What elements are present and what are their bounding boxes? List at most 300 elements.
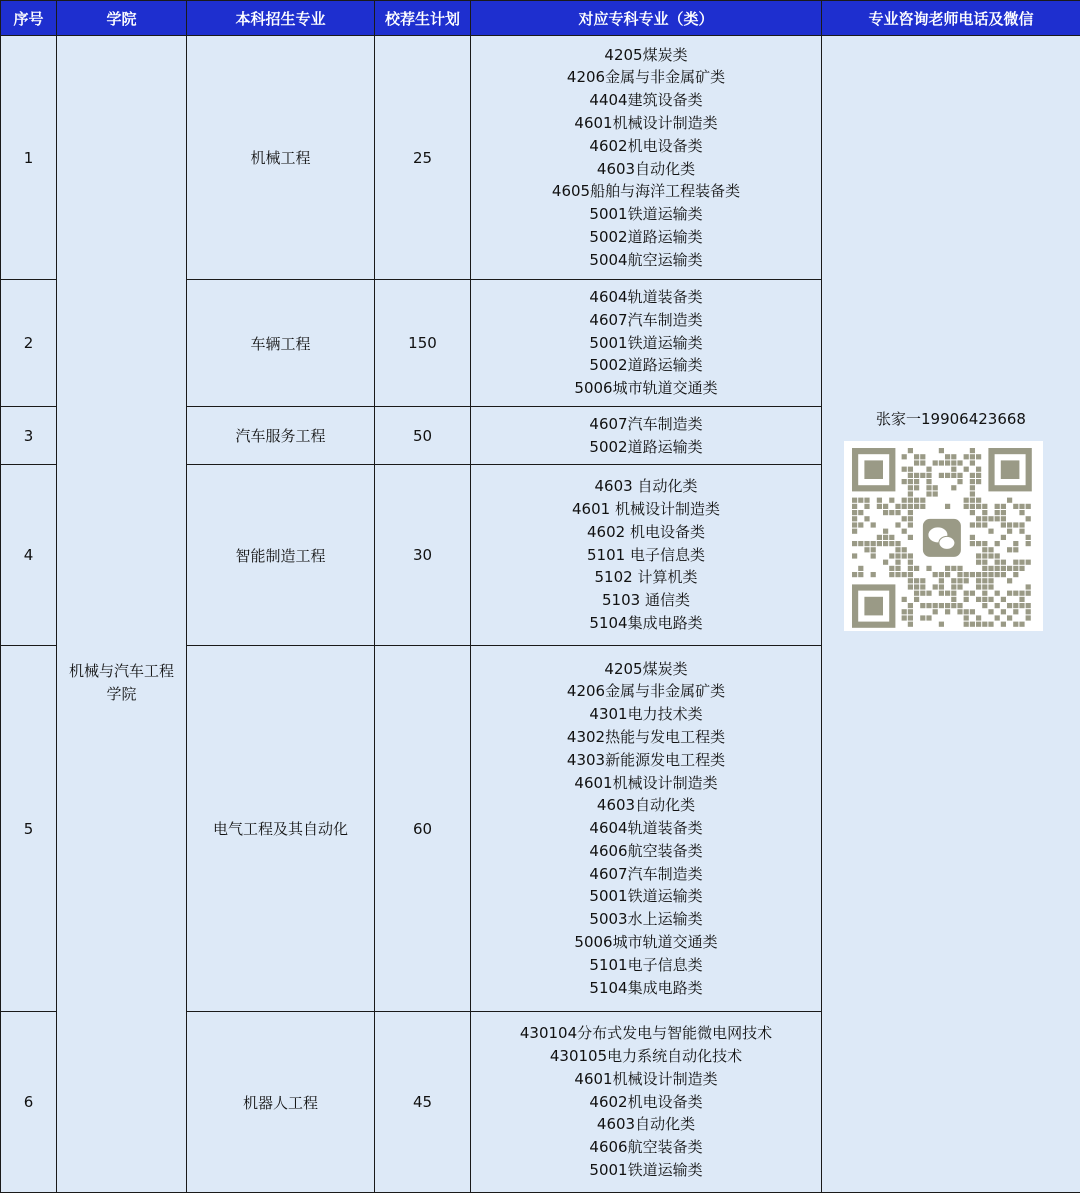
wechat-qr-code-icon xyxy=(844,441,1043,631)
qr-module xyxy=(982,591,987,596)
qr-module xyxy=(945,603,950,608)
qr-module xyxy=(1013,547,1018,552)
qr-module xyxy=(976,572,981,577)
qr-module xyxy=(976,541,981,546)
qr-module xyxy=(939,460,944,465)
qr-module xyxy=(914,597,919,602)
qr-module xyxy=(1026,541,1031,546)
qr-module xyxy=(951,591,956,596)
qr-module xyxy=(871,547,876,552)
vocational-code-item: 4206金属与非金属矿类 xyxy=(471,680,821,703)
qr-module xyxy=(920,578,925,583)
qr-module xyxy=(970,460,975,465)
qr-module xyxy=(883,560,888,565)
vocational-code-item: 5103 通信类 xyxy=(471,589,821,612)
qr-module xyxy=(976,578,981,583)
qr-module xyxy=(889,541,894,546)
qr-module xyxy=(908,473,913,478)
qr-module xyxy=(939,572,944,577)
qr-module xyxy=(852,553,857,558)
vocational-code-item: 4303新能源发电工程类 xyxy=(471,749,821,772)
qr-module xyxy=(908,578,913,583)
qr-module xyxy=(908,522,913,527)
qr-module xyxy=(951,485,956,490)
qr-module xyxy=(908,479,913,484)
qr-module xyxy=(933,603,938,608)
qr-module xyxy=(902,498,907,503)
qr-module xyxy=(1026,609,1031,614)
vocational-code-item: 4302热能与发电工程类 xyxy=(471,726,821,749)
qr-module xyxy=(1013,522,1018,527)
qr-module xyxy=(858,522,863,527)
qr-module xyxy=(852,504,857,509)
college-cell xyxy=(57,36,187,1193)
qr-module xyxy=(982,504,987,509)
qr-module xyxy=(1001,622,1006,627)
qr-module xyxy=(1007,591,1012,596)
qr-module xyxy=(995,572,1000,577)
qr-module xyxy=(914,454,919,459)
plan-cell: 30 xyxy=(375,465,471,646)
codes-cell xyxy=(471,646,822,1012)
qr-module xyxy=(920,584,925,589)
qr-module xyxy=(1019,591,1024,596)
qr-module xyxy=(939,591,944,596)
qr-code-graphic xyxy=(844,441,1043,631)
vocational-code-item: 4301电力技术类 xyxy=(471,703,821,726)
qr-module xyxy=(1013,560,1018,565)
qr-module xyxy=(970,622,975,627)
qr-module xyxy=(858,572,863,577)
seq-cell: 6 xyxy=(1,1012,57,1193)
qr-module xyxy=(951,584,956,589)
qr-module xyxy=(877,535,882,540)
qr-module xyxy=(957,572,962,577)
qr-module xyxy=(1019,566,1024,571)
qr-module xyxy=(939,578,944,583)
major-cell: 智能制造工程 xyxy=(187,465,375,646)
qr-module xyxy=(970,609,975,614)
qr-module xyxy=(908,491,913,496)
qr-module xyxy=(933,584,938,589)
qr-module xyxy=(883,529,888,534)
qr-module xyxy=(1026,603,1031,608)
qr-module xyxy=(988,516,993,521)
vocational-code-item: 5001铁道运输类 xyxy=(471,885,821,908)
qr-module xyxy=(908,485,913,490)
qr-module xyxy=(1001,516,1006,521)
qr-module xyxy=(939,473,944,478)
vocational-code-item: 430104分布式发电与智能微电网技术 xyxy=(471,1022,821,1045)
qr-module xyxy=(908,516,913,521)
qr-module xyxy=(988,547,993,552)
qr-module xyxy=(945,460,950,465)
qr-module xyxy=(864,547,869,552)
qr-module xyxy=(995,553,1000,558)
qr-module xyxy=(852,529,857,534)
qr-module xyxy=(976,516,981,521)
seq-cell: 2 xyxy=(1,280,57,407)
qr-module xyxy=(858,498,863,503)
qr-module xyxy=(1001,609,1006,614)
qr-module xyxy=(995,560,1000,565)
qr-module xyxy=(957,603,962,608)
qr-module xyxy=(982,522,987,527)
qr-module xyxy=(970,504,975,509)
vocational-code-item: 4603自动化类 xyxy=(471,1113,821,1136)
qr-module xyxy=(1007,498,1012,503)
qr-module xyxy=(988,578,993,583)
qr-module xyxy=(914,584,919,589)
vocational-code-item: 5002道路运输类 xyxy=(471,436,821,459)
qr-module xyxy=(964,609,969,614)
seq-cell: 5 xyxy=(1,646,57,1012)
vocational-code-item: 4205煤炭类 xyxy=(471,658,821,681)
qr-module xyxy=(908,615,913,620)
qr-module xyxy=(920,504,925,509)
vocational-code-item: 4603 自动化类 xyxy=(471,475,821,498)
qr-module xyxy=(945,572,950,577)
qr-module xyxy=(964,615,969,620)
header-seq: 序号 xyxy=(1,1,57,36)
qr-module xyxy=(1013,572,1018,577)
qr-module xyxy=(852,498,857,503)
qr-module xyxy=(852,572,857,577)
qr-module xyxy=(926,467,931,472)
header-vocational: 对应专科专业（类） xyxy=(471,1,822,36)
vocational-code-item: 5102 计算机类 xyxy=(471,566,821,589)
qr-module xyxy=(895,553,900,558)
vocational-code-item: 5101 电子信息类 xyxy=(471,544,821,567)
qr-module xyxy=(933,609,938,614)
qr-module xyxy=(1026,591,1031,596)
qr-module xyxy=(982,560,987,565)
qr-module xyxy=(926,479,931,484)
vocational-code-item: 5002道路运输类 xyxy=(471,354,821,377)
qr-module xyxy=(970,535,975,540)
vocational-code-item: 4602机电设备类 xyxy=(471,1091,821,1114)
qr-module xyxy=(902,553,907,558)
header-plan: 校荐生计划 xyxy=(375,1,471,36)
qr-module xyxy=(920,454,925,459)
qr-module xyxy=(1019,603,1024,608)
qr-module xyxy=(988,572,993,577)
qr-module xyxy=(895,522,900,527)
qr-module xyxy=(895,510,900,515)
vocational-code-item: 4602机电设备类 xyxy=(471,135,821,158)
qr-module xyxy=(995,615,1000,620)
qr-module xyxy=(951,578,956,583)
qr-module xyxy=(1007,522,1012,527)
qr-module xyxy=(1026,584,1031,589)
qr-module xyxy=(902,479,907,484)
qr-module xyxy=(976,504,981,509)
qr-module xyxy=(908,603,913,608)
qr-module xyxy=(1026,560,1031,565)
qr-module xyxy=(945,454,950,459)
qr-module xyxy=(914,498,919,503)
qr-module xyxy=(902,547,907,552)
qr-module xyxy=(1013,609,1018,614)
qr-module xyxy=(852,541,857,546)
vocational-code-item: 5101电子信息类 xyxy=(471,954,821,977)
qr-module xyxy=(920,615,925,620)
qr-module xyxy=(970,498,975,503)
vocational-code-item: 4604轨道装备类 xyxy=(471,286,821,309)
qr-module xyxy=(858,541,863,546)
qr-module xyxy=(945,504,950,509)
qr-module xyxy=(976,615,981,620)
qr-module xyxy=(1026,615,1031,620)
vocational-code-item: 5001铁道运输类 xyxy=(471,203,821,226)
qr-module xyxy=(852,516,857,521)
qr-module xyxy=(1019,529,1024,534)
vocational-code-item: 5104集成电路类 xyxy=(471,612,821,635)
qr-module xyxy=(945,609,950,614)
qr-module xyxy=(970,591,975,596)
qr-module xyxy=(902,454,907,459)
qr-module xyxy=(1019,622,1024,627)
qr-module xyxy=(883,504,888,509)
qr-module xyxy=(976,473,981,478)
qr-module xyxy=(988,553,993,558)
qr-module xyxy=(1001,566,1006,571)
qr-module xyxy=(1019,522,1024,527)
header-contact: 专业咨询老师电话及微信 xyxy=(822,1,1080,36)
vocational-code-item: 4607汽车制造类 xyxy=(471,309,821,332)
qr-module xyxy=(976,553,981,558)
qr-module xyxy=(945,473,950,478)
qr-module xyxy=(1013,603,1018,608)
qr-module xyxy=(988,566,993,571)
qr-module xyxy=(951,473,956,478)
qr-module xyxy=(970,541,975,546)
qr-module xyxy=(957,460,962,465)
qr-module xyxy=(939,622,944,627)
qr-module xyxy=(951,454,956,459)
plan-cell: 45 xyxy=(375,1012,471,1193)
qr-module xyxy=(982,597,987,602)
vocational-code-item: 4606航空装备类 xyxy=(471,1136,821,1159)
qr-module xyxy=(902,572,907,577)
qr-module xyxy=(945,566,950,571)
qr-module xyxy=(926,603,931,608)
qr-module xyxy=(1007,615,1012,620)
qr-module xyxy=(883,510,888,515)
qr-module xyxy=(1013,504,1018,509)
qr-module xyxy=(951,460,956,465)
qr-module xyxy=(976,479,981,484)
qr-module xyxy=(951,467,956,472)
qr-module xyxy=(864,504,869,509)
qr-finder-inner xyxy=(1001,460,1020,479)
qr-module xyxy=(864,541,869,546)
codes-cell xyxy=(471,407,822,465)
vocational-code-item: 4206金属与非金属矿类 xyxy=(471,66,821,89)
qr-module xyxy=(926,615,931,620)
qr-module xyxy=(1001,572,1006,577)
qr-module xyxy=(1001,597,1006,602)
qr-module xyxy=(883,535,888,540)
major-cell: 机器人工程 xyxy=(187,1012,375,1193)
seq-cell: 3 xyxy=(1,407,57,465)
qr-module xyxy=(877,504,882,509)
qr-module xyxy=(982,510,987,515)
vocational-code-item: 4602 机电设备类 xyxy=(471,521,821,544)
qr-module xyxy=(920,460,925,465)
qr-module xyxy=(902,597,907,602)
qr-module xyxy=(908,498,913,503)
qr-module xyxy=(902,529,907,534)
qr-module xyxy=(926,473,931,478)
qr-module xyxy=(889,572,894,577)
qr-module xyxy=(964,504,969,509)
qr-module xyxy=(964,622,969,627)
header-major: 本科招生专业 xyxy=(187,1,375,36)
qr-module xyxy=(951,566,956,571)
vocational-code-item: 5006城市轨道交通类 xyxy=(471,377,821,400)
qr-module xyxy=(908,510,913,515)
qr-module xyxy=(902,615,907,620)
qr-module xyxy=(1007,529,1012,534)
qr-module xyxy=(939,584,944,589)
qr-module xyxy=(1007,566,1012,571)
qr-module xyxy=(926,485,931,490)
qr-module xyxy=(908,553,913,558)
qr-module xyxy=(1019,560,1024,565)
vocational-code-item: 4607汽车制造类 xyxy=(471,863,821,886)
qr-module xyxy=(976,597,981,602)
qr-module xyxy=(926,491,931,496)
qr-module xyxy=(889,553,894,558)
vocational-code-item: 4404建筑设备类 xyxy=(471,89,821,112)
qr-module xyxy=(982,566,987,571)
qr-module xyxy=(933,572,938,577)
qr-module xyxy=(970,448,975,453)
qr-module xyxy=(970,510,975,515)
vocational-code-item: 4601机械设计制造类 xyxy=(471,772,821,795)
qr-module xyxy=(1019,597,1024,602)
qr-module xyxy=(902,504,907,509)
vocational-code-item: 4605船舶与海洋工程装备类 xyxy=(471,180,821,203)
qr-module xyxy=(895,504,900,509)
qr-module xyxy=(957,473,962,478)
college-name: 机械与汽车工程学院 xyxy=(66,522,178,706)
major-cell: 机械工程 xyxy=(187,36,375,280)
qr-module xyxy=(1019,510,1024,515)
qr-module xyxy=(908,622,913,627)
qr-module xyxy=(988,529,993,534)
qr-module xyxy=(982,603,987,608)
qr-module xyxy=(877,541,882,546)
qr-module xyxy=(964,572,969,577)
qr-module xyxy=(982,547,987,552)
qr-module xyxy=(883,541,888,546)
qr-module xyxy=(864,498,869,503)
table-row xyxy=(1,36,1080,280)
vocational-code-item: 5002道路运输类 xyxy=(471,226,821,249)
qr-module xyxy=(895,560,900,565)
qr-module xyxy=(964,467,969,472)
qr-module xyxy=(889,498,894,503)
qr-module xyxy=(926,566,931,571)
major-cell: 汽车服务工程 xyxy=(187,407,375,465)
qr-module xyxy=(933,491,938,496)
vocational-code-item: 5004航空运输类 xyxy=(471,249,821,272)
major-cell: 电气工程及其自动化 xyxy=(187,646,375,1012)
qr-module xyxy=(988,622,993,627)
qr-module xyxy=(902,467,907,472)
qr-module xyxy=(995,510,1000,515)
vocational-code-item: 430105电力系统自动化技术 xyxy=(471,1045,821,1068)
vocational-code-item: 4606航空装备类 xyxy=(471,840,821,863)
qr-module xyxy=(908,584,913,589)
qr-module xyxy=(871,572,876,577)
qr-module xyxy=(1007,578,1012,583)
qr-module xyxy=(1026,504,1031,509)
qr-module xyxy=(1001,504,1006,509)
qr-module xyxy=(976,584,981,589)
qr-module xyxy=(976,622,981,627)
qr-module xyxy=(895,547,900,552)
qr-module xyxy=(889,510,894,515)
qr-module xyxy=(914,566,919,571)
qr-module xyxy=(976,454,981,459)
qr-module xyxy=(871,553,876,558)
qr-module xyxy=(957,584,962,589)
vocational-code-item: 5001铁道运输类 xyxy=(471,332,821,355)
qr-module xyxy=(920,591,925,596)
qr-module xyxy=(957,578,962,583)
qr-module xyxy=(914,504,919,509)
qr-module xyxy=(864,516,869,521)
vocational-code-item: 4603自动化类 xyxy=(471,794,821,817)
qr-module xyxy=(926,591,931,596)
qr-module xyxy=(964,578,969,583)
vocational-code-item: 4601机械设计制造类 xyxy=(471,112,821,135)
qr-module xyxy=(914,479,919,484)
qr-module xyxy=(858,566,863,571)
qr-module xyxy=(970,491,975,496)
qr-module xyxy=(1013,622,1018,627)
qr-module xyxy=(908,572,913,577)
vocational-code-item: 5006城市轨道交通类 xyxy=(471,931,821,954)
vocational-code-item: 5104集成电路类 xyxy=(471,977,821,1000)
qr-finder-inner xyxy=(864,597,883,616)
qr-module xyxy=(933,460,938,465)
vocational-code-item: 4603自动化类 xyxy=(471,158,821,181)
seq-cell: 4 xyxy=(1,465,57,646)
qr-module xyxy=(957,609,962,614)
qr-module xyxy=(895,566,900,571)
plan-cell: 60 xyxy=(375,646,471,1012)
qr-module xyxy=(852,510,857,515)
qr-module xyxy=(1001,535,1006,540)
qr-module xyxy=(976,498,981,503)
qr-module xyxy=(895,572,900,577)
vocational-code-item: 4601 机械设计制造类 xyxy=(471,498,821,521)
header-row xyxy=(1,1,1080,36)
vocational-code-item: 5003水上运输类 xyxy=(471,908,821,931)
qr-module xyxy=(957,566,962,571)
qr-module xyxy=(939,448,944,453)
qr-module xyxy=(908,609,913,614)
qr-module xyxy=(858,510,863,515)
qr-module xyxy=(902,516,907,521)
qr-module xyxy=(964,591,969,596)
qr-module xyxy=(982,572,987,577)
qr-module xyxy=(988,597,993,602)
